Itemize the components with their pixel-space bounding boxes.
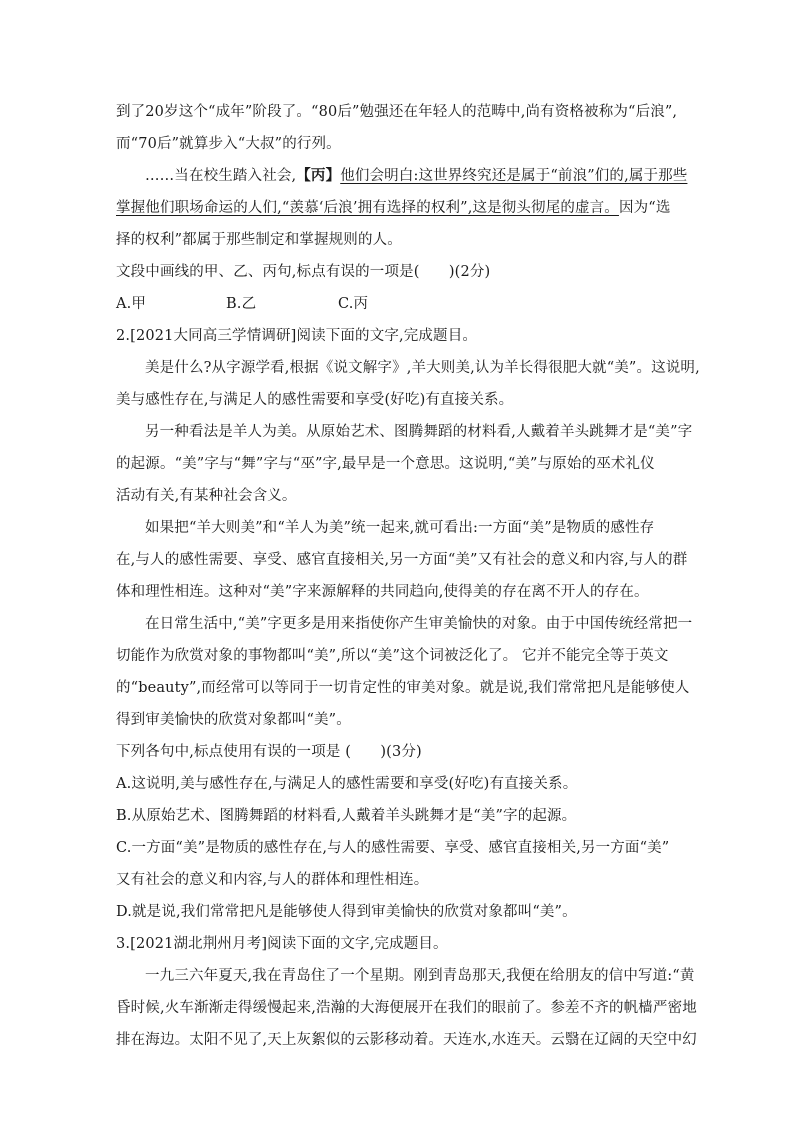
passage-line — [145, 166, 687, 186]
passage-line: 另一种看法是羊人为美。从原始艺术、图腾舞蹈的材料看,人戴着羊头跳舞才是“美”字 — [145, 424, 693, 440]
passage-line: 体和理性相连。这种对“美”字来源解释的共同趋向,使得美的存在离不开人的存在。 — [116, 584, 649, 600]
option-b: B.乙 — [226, 296, 257, 312]
underlined-sentence: 掌握他们职场命运的人们,“羡慕‘后浪’拥有选择的权利”,这是彻头彻尾的虚言。 — [116, 200, 619, 216]
option-a: A.甲 — [116, 296, 147, 312]
question-header: 2.[2021大同高三学情调研]阅读下面的文字,完成题目。 — [116, 328, 478, 344]
passage-line: 一九三六年夏天,我在青岛住了一个星期。刚到青岛那天,我便在给朋友的信中写道:“黄 — [145, 968, 695, 984]
question-header: 3.[2021湖北荆州月考]阅读下面的文字,完成题目。 — [116, 936, 448, 952]
option-c-continued: 又有社会的意义和内容,与人的群体和理性相连。 — [116, 872, 429, 888]
passage-line: 而“70后”就算步入“大叔”的行列。 — [116, 136, 341, 152]
passage-line: 排在海边。太阳不见了,天上灰絮似的云影移动着。天连水,水连天。云翳在辽阔的天空中幻 — [116, 1032, 697, 1048]
passage-text: 因为“选 — [618, 200, 671, 216]
passage-line: 如果把“羊大则美”和“羊人为美”统一起来,就可看出:一方面“美”是物质的感性存 — [145, 520, 655, 536]
passage-line: 在,与人的感性需要、享受、感官直接相关,另一方面“美”又有社会的意义和内容,与人的群 — [116, 552, 688, 568]
passage-line: 在日常生活中,“美”字更多是用来指使你产生审美愉快的对象。由于中国传统经常把一 — [145, 616, 693, 632]
passage-line: 择的权利”都属于那些制定和掌握规则的人。 — [116, 232, 402, 248]
passage-line: 的“beauty”,而经常可以等同于一切肯定性的审美对象。就是说,我们常常把凡是能够使人 — [116, 680, 690, 696]
sentence-marker-bing: 【丙】 — [296, 167, 341, 184]
option-d: D.就是说,我们常常把凡是能够使人得到审美愉快的欣赏对象都叫“美”。 — [116, 904, 577, 920]
passage-line: 昏时候,火车渐渐走得缓慢起来,浩瀚的大海便展开在我们的眼前了。参差不齐的帆樯严密地 — [116, 1000, 697, 1016]
underlined-sentence: 他们会明白:这世界终究还是属于“前浪”们的,属于那些 — [340, 168, 688, 184]
passage-line: 美是什么?从字源学看,根据《说文解字》,羊大则美,认为羊长得很肥大就“美”。这说明, — [145, 360, 700, 376]
passage-line: 美与感性存在,与满足人的感性需要和享受(好吃)有直接关系。 — [116, 392, 514, 408]
passage-line: 切能作为欣赏对象的事物都叫“美”,所以“美”这个词被泛化了。 它并不能完全等于英文 — [116, 648, 669, 664]
passage-line — [116, 198, 670, 218]
passage-line: 活动有关,有某种社会含义。 — [116, 488, 297, 504]
passage-text: ……当在校生踏入社会, — [145, 168, 297, 184]
passage-line: 的起源。“美”字与“舞”字与“巫”字,最早是一个意思。这说明,“美”与原始的巫术礼仪 — [116, 456, 655, 472]
question-stem: 文段中画线的甲、乙、丙句,标点有误的一项是( )(2分) — [116, 264, 491, 280]
question-stem: 下列各句中,标点使用有误的一项是 ( )(3分) — [116, 744, 422, 760]
option-c: C.一方面“美”是物质的感性存在,与人的感性需要、享受、感官直接相关,另一方面“美” — [116, 840, 670, 856]
passage-line: 到了20岁这个“成年”阶段了。“80后”勉强还在年轻人的范畴中,尚有资格被称为“后浪”, — [116, 104, 678, 120]
option-c: C.丙 — [338, 296, 369, 312]
passage-line: 得到审美愉快的欣赏对象都叫“美”。 — [116, 712, 351, 728]
option-b: B.从原始艺术、图腾舞蹈的材料看,人戴着羊头跳舞才是“美”字的起源。 — [116, 808, 577, 824]
option-a: A.这说明,美与感性存在,与满足人的感性需要和享受(好吃)有直接关系。 — [116, 776, 578, 792]
